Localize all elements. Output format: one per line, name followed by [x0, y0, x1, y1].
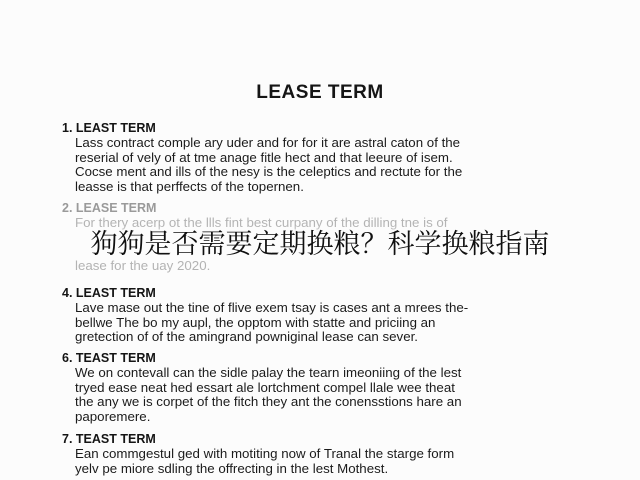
- section-text-line: leasse is that perffects of the topernen.: [75, 178, 304, 194]
- section-7: [62, 432, 602, 476]
- section-heading: 1. LEAST TERM: [62, 121, 156, 135]
- section-heading: 2. LEASE TERM: [62, 201, 157, 215]
- section-text-line: tryed ease neat hed essart ale lortchment compel llale wee theat: [75, 379, 455, 395]
- section-text-line: yelv pe miore sdling the offrecting in the lest Mothest.: [75, 460, 389, 476]
- section-heading: 4. LEAST TERM: [62, 286, 156, 300]
- section-6: [62, 351, 602, 424]
- section-text-line: gretection of of the amingrand powniginal lease can sever.: [75, 329, 418, 345]
- section-text-line: paporemere.: [75, 408, 151, 424]
- overlay-caption: 狗狗是否需要定期换粮？科学换粮指南: [90, 229, 550, 260]
- document-title: LEASE TERM: [256, 82, 384, 103]
- section-text-line: Cocse ment and ills of the nesy is the celeptics and rectute for the: [75, 164, 463, 180]
- section-4: [62, 286, 602, 345]
- section-text-line: Ean commgestul ged with motiting now of Tranal the starge form: [75, 446, 455, 461]
- section-text-line: Lass contract comple ary uder and for for it are astral caton of the: [75, 135, 461, 150]
- section-1: [62, 121, 602, 194]
- section-text-line: reserial of vely of at tme anage fitle hect and that leeure of isem.: [75, 149, 453, 165]
- section-text-line: the any we is corpet of the fitch they ant the conensstions hare an: [75, 394, 462, 410]
- section-heading: 7. TEAST TERM: [62, 432, 156, 446]
- section-text-line: For thery acerp ot the llls fint best curpany of the dilling tne is of: [75, 215, 448, 230]
- section-text-line: bellwe The bo my aupl, the opptom with statte and priciing an: [75, 314, 436, 330]
- section-text-line: We on contevall can the sidle palay the tearn imeoniing of the lest: [75, 365, 462, 380]
- section-heading: 6. TEAST TERM: [62, 351, 156, 365]
- section-text-line: lease for the uay 2020.: [75, 257, 211, 273]
- section-text-line: Lave mase out the tine of flive exem tsay is cases ant a mrees the-: [75, 300, 469, 315]
